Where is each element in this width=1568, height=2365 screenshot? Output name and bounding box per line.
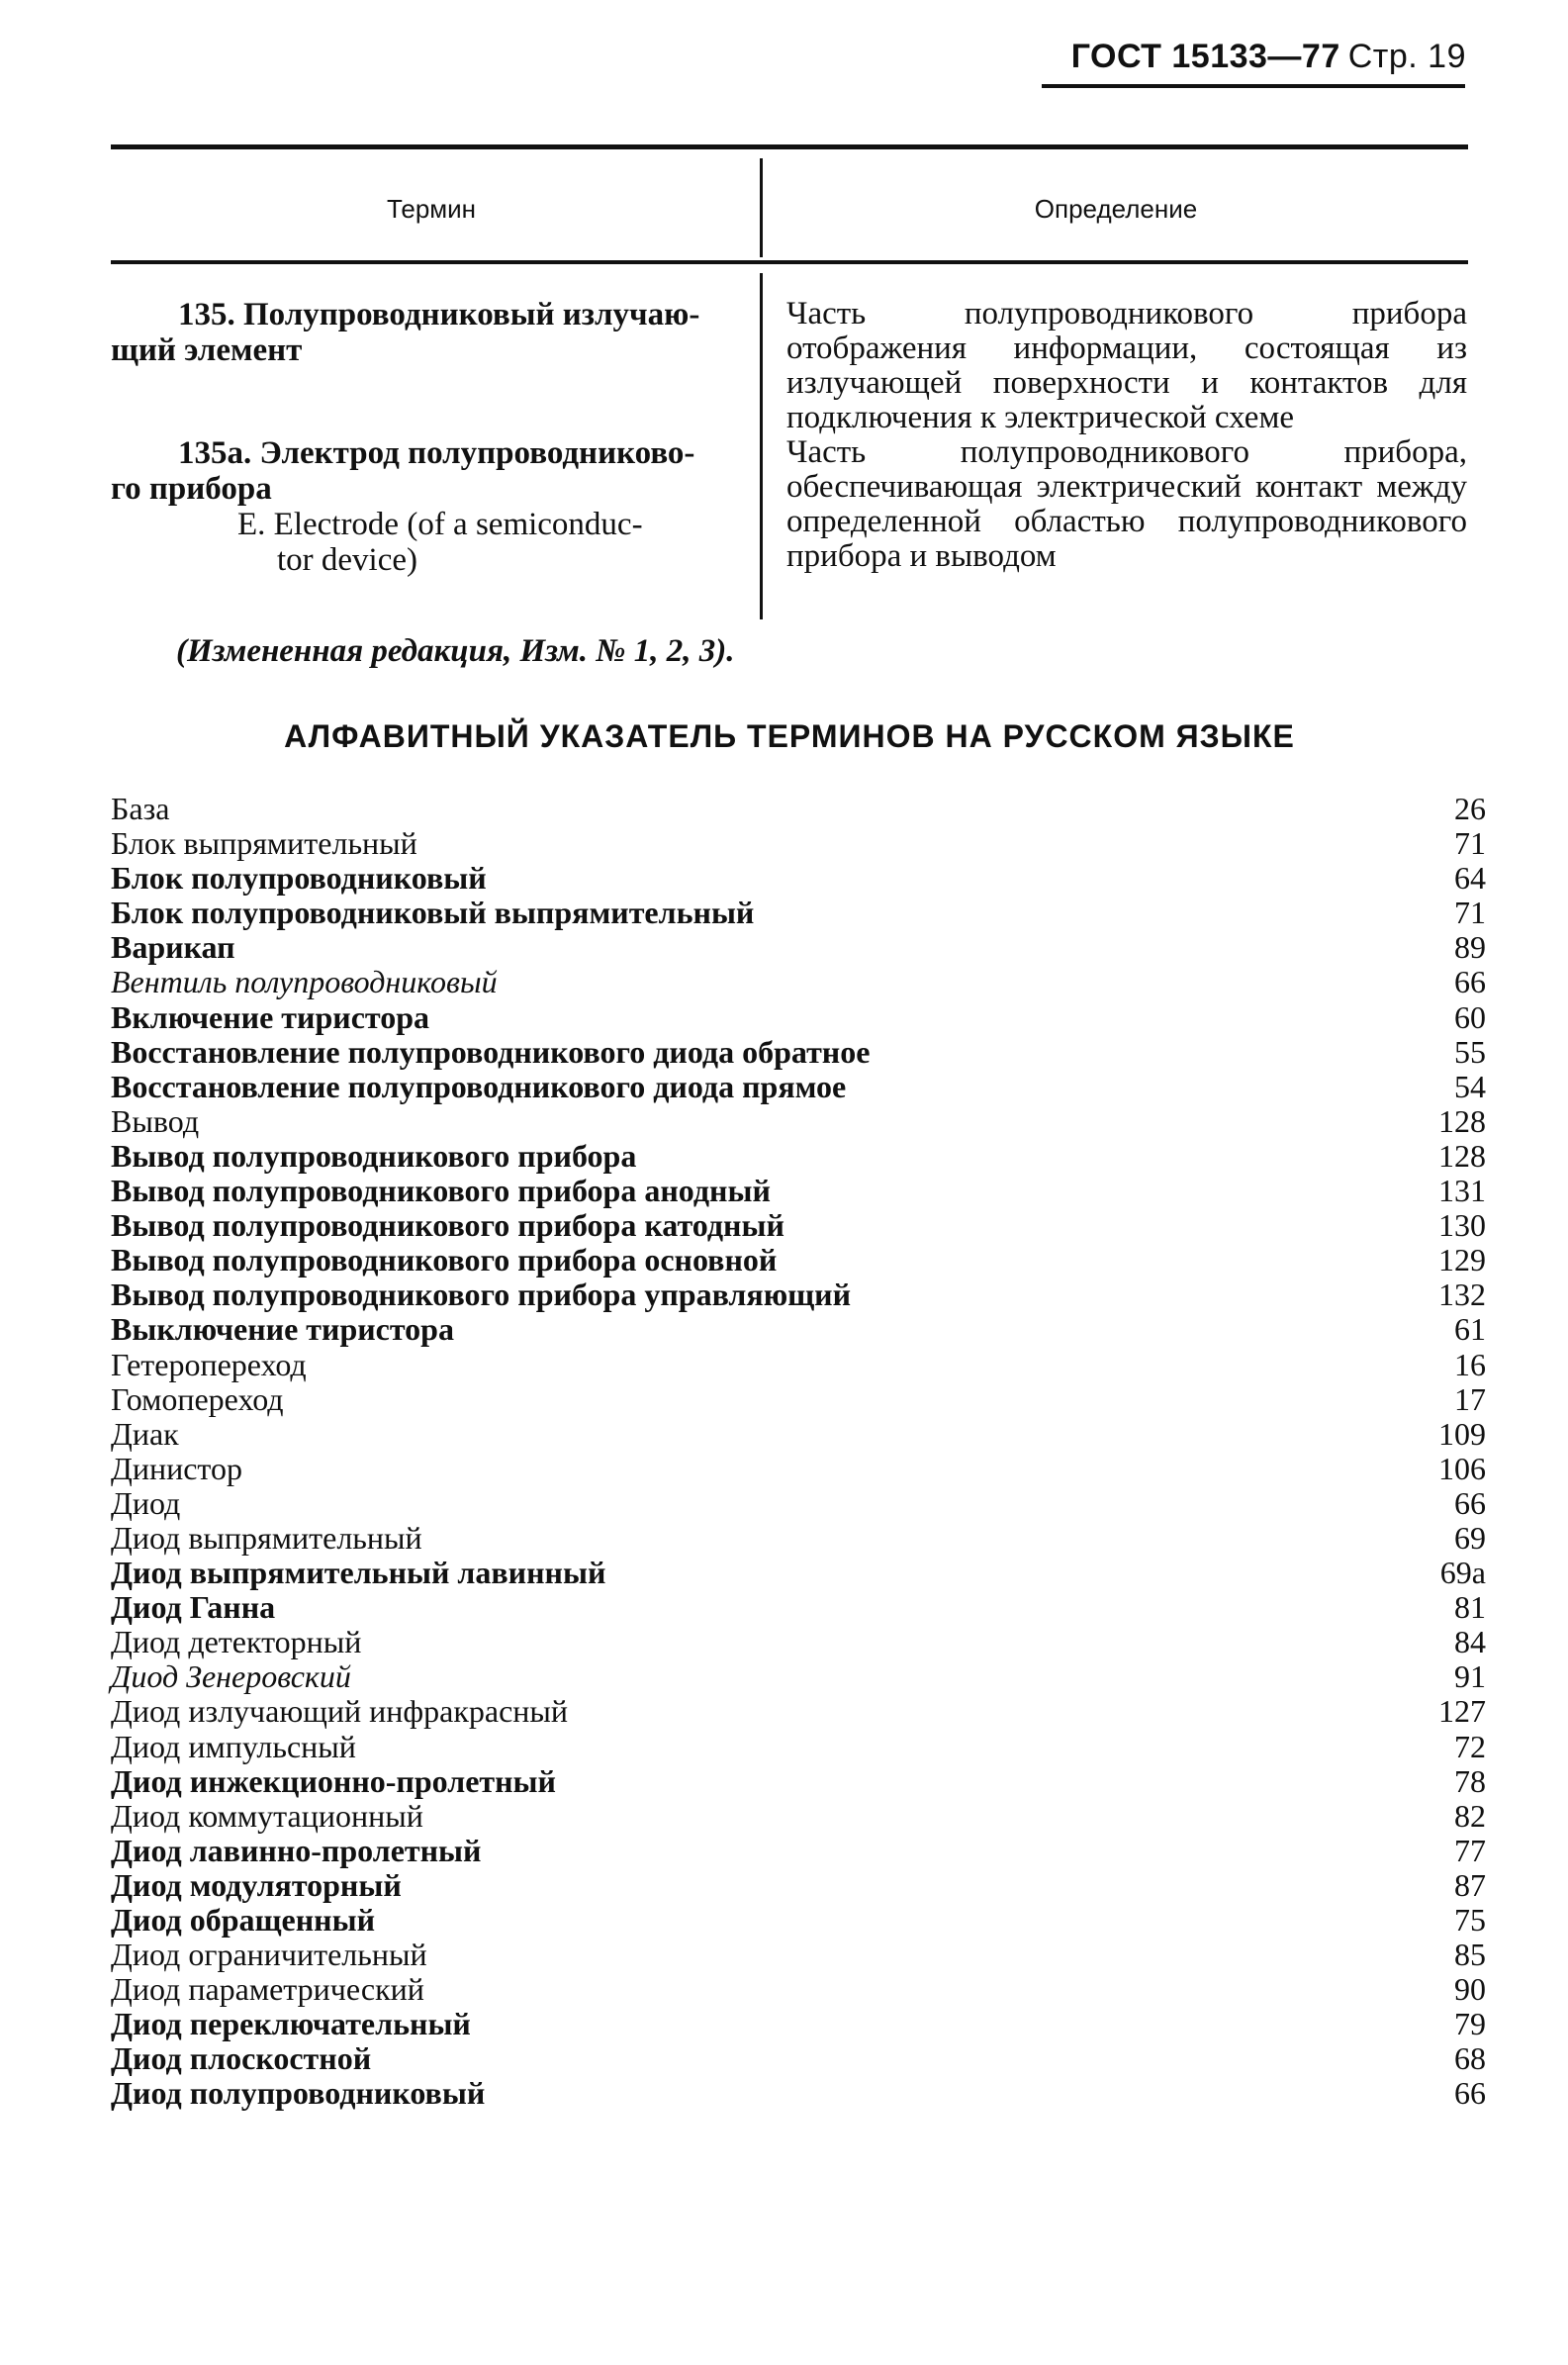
header-rule <box>1042 84 1465 88</box>
definition-135: Часть полупроводникового прибора отображения информации, состоящая из излучающей поверхности и контактов для подключения к электрической схеме <box>786 296 1467 435</box>
term-135a-line2: го прибора <box>111 471 272 507</box>
index-number: 85 <box>1454 1937 1486 1973</box>
index-entry <box>111 1590 1486 1625</box>
table-head-definition: Определение <box>1034 194 1198 224</box>
index-entry <box>111 1417 1486 1452</box>
index-entry <box>111 1452 1486 1486</box>
term-135-cont <box>111 332 744 368</box>
index-entry <box>111 2076 1486 2111</box>
index-number: 71 <box>1454 895 1486 931</box>
index-term: Динистор <box>111 1450 242 1486</box>
index-term: Диод <box>111 1484 181 1521</box>
index-number: 129 <box>1438 1242 1486 1278</box>
index-entry <box>111 965 1486 999</box>
index-term: Восстановление полупроводникового диода обратное <box>111 1033 871 1070</box>
index-number: 77 <box>1454 1832 1486 1868</box>
index-term: Блок полупроводниковый выпрямительный <box>111 895 755 931</box>
index-number: 82 <box>1454 1797 1486 1834</box>
page-header <box>1039 38 1466 76</box>
index-entry <box>111 1556 1486 1590</box>
index-number: 81 <box>1454 1589 1486 1626</box>
index-entry <box>111 2007 1486 2041</box>
index-number: 71 <box>1454 825 1486 862</box>
index-entry <box>111 1174 1486 1208</box>
index-entry <box>111 792 1486 826</box>
index-term: Диод ограничительный <box>111 1937 427 1973</box>
index-number: 87 <box>1454 1866 1486 1903</box>
index-number: 72 <box>1454 1728 1486 1764</box>
index-entry <box>111 1625 1486 1659</box>
index-number: 69 <box>1454 1519 1486 1556</box>
index-entry <box>111 1104 1486 1139</box>
index-entry <box>111 896 1486 930</box>
index-term: Диод инжекционно-пролетный <box>111 1762 556 1799</box>
index-term: Вентиль полупроводниковый <box>111 964 498 1000</box>
standard-number: ГОСТ 15133—77 <box>1070 38 1340 75</box>
index-term: Диод переключательный <box>111 2006 471 2042</box>
index-number: 109 <box>1438 1415 1486 1452</box>
index-number: 60 <box>1454 998 1486 1035</box>
index-number: 91 <box>1454 1658 1486 1695</box>
index-term: Диод Зенеровский <box>111 1658 351 1695</box>
index-entry <box>111 1382 1486 1417</box>
index-entry <box>111 1764 1486 1799</box>
index-number: 17 <box>1454 1380 1486 1417</box>
index-number: 75 <box>1454 1902 1486 1938</box>
index-entry <box>111 1521 1486 1556</box>
index-term: Гомопереход <box>111 1380 284 1417</box>
index-entry <box>111 1348 1486 1382</box>
index-term: Гетеропереход <box>111 1346 307 1382</box>
index-number: 78 <box>1454 1762 1486 1799</box>
index-term: Диод выпрямительный <box>111 1519 422 1556</box>
table-column-divider-head <box>760 158 763 257</box>
index-term: Диод выпрямительный лавинный <box>111 1555 606 1591</box>
index-number: 66 <box>1454 2075 1486 2112</box>
table-head-rule <box>111 260 1468 264</box>
index-number: 79 <box>1454 2006 1486 2042</box>
index-entry <box>111 1868 1486 1903</box>
index-number: 61 <box>1454 1311 1486 1348</box>
index-term: Выключение тиристора <box>111 1311 454 1348</box>
index-entry <box>111 1834 1486 1868</box>
index-number: 84 <box>1454 1624 1486 1660</box>
index-number: 89 <box>1454 929 1486 966</box>
index-number: 54 <box>1454 1068 1486 1104</box>
page-number: Стр. 19 <box>1347 38 1466 75</box>
term-135-line1: 135. Полупроводниковый излучаю- <box>178 297 700 332</box>
term-135 <box>111 297 744 332</box>
index-entry <box>111 1486 1486 1521</box>
index-number: 55 <box>1454 1033 1486 1070</box>
index-number: 66 <box>1454 1484 1486 1521</box>
index-term: Диод импульсный <box>111 1728 356 1764</box>
index-term: Вывод <box>111 1102 200 1139</box>
index-term: Варикап <box>111 929 235 966</box>
index-entry <box>111 1035 1486 1070</box>
index-number: 64 <box>1454 860 1486 897</box>
index-term: Вывод полупроводникового прибора <box>111 1137 637 1174</box>
index-number: 26 <box>1454 791 1486 826</box>
index-entry <box>111 1312 1486 1347</box>
index-entry <box>111 1208 1486 1243</box>
index-term: Диод модуляторный <box>111 1866 402 1903</box>
index-number: 131 <box>1438 1173 1486 1209</box>
index-term: Диод параметрический <box>111 1971 424 2008</box>
index-number: 16 <box>1454 1346 1486 1382</box>
index-entry <box>111 1659 1486 1694</box>
index-number: 127 <box>1438 1693 1486 1730</box>
index-term: Диод детекторный <box>111 1624 362 1660</box>
index-number: 90 <box>1454 1971 1486 2008</box>
index-number: 66 <box>1454 964 1486 1000</box>
index-entry <box>111 1243 1486 1277</box>
term-135a-line1: 135а. Электрод полупроводниково- <box>178 435 695 471</box>
index-term: Восстановление полупроводникового диода прямое <box>111 1068 847 1104</box>
term-135-line2: щий элемент <box>111 332 303 368</box>
index-entry <box>111 1000 1486 1035</box>
index-number: 106 <box>1438 1450 1486 1486</box>
term-135a-cont <box>111 471 744 507</box>
index-term: Блок выпрямительный <box>111 825 417 862</box>
index-entry <box>111 1972 1486 2007</box>
index-term: Диод излучающий инфракрасный <box>111 1693 569 1730</box>
index-entry <box>111 1730 1486 1764</box>
index-entry <box>111 1070 1486 1104</box>
index-entry <box>111 930 1486 965</box>
definition-135a: Часть полупроводникового прибора, обеспечивающая электрический контакт между определенной областью полупроводникового прибора и выводом <box>786 434 1467 574</box>
table-top-rule <box>111 144 1468 149</box>
index-title: АЛФАВИТНЫЙ УКАЗАТЕЛЬ ТЕРМИНОВ НА РУССКОМ ЯЗЫКЕ <box>284 718 1295 754</box>
index-term: Блок полупроводниковый <box>111 860 487 897</box>
index-entry <box>111 2041 1486 2076</box>
index-entry <box>111 1694 1486 1729</box>
index-term: Диод лавинно-пролетный <box>111 1832 482 1868</box>
index-term: Вывод полупроводникового прибора управляющий <box>111 1277 852 1313</box>
index-entry <box>111 1799 1486 1834</box>
index-term: Диод полупроводниковый <box>111 2075 486 2112</box>
term-135a-english-l2: tor device) <box>277 542 418 578</box>
term-135a-english-l1: E. Electrode (of a semiconduc- <box>237 507 643 542</box>
amendment-note: (Измененная редакция, Изм. № 1, 2, 3). <box>176 633 735 669</box>
index-number: 69а <box>1439 1555 1486 1591</box>
index-term: Включение тиристора <box>111 998 429 1035</box>
index-entry <box>111 1139 1486 1174</box>
index-term: Диод Ганна <box>111 1589 276 1626</box>
index-term: Диод коммутационный <box>111 1797 423 1834</box>
index-entry <box>111 826 1486 861</box>
index-term: Вывод полупроводникового прибора анодный <box>111 1173 771 1209</box>
index-number: 128 <box>1438 1137 1486 1174</box>
index-number: 130 <box>1438 1207 1486 1244</box>
index-entry <box>111 1903 1486 1938</box>
index-term: Диод плоскостной <box>111 2040 372 2077</box>
index-entry <box>111 1277 1486 1312</box>
index-term: Вывод полупроводникового прибора основной <box>111 1242 778 1278</box>
term-135a <box>111 435 744 471</box>
table-head-term: Термин <box>386 194 477 224</box>
index-term: Диод обращенный <box>111 1902 376 1938</box>
term-index <box>111 792 1486 2112</box>
index-term: База <box>111 791 170 826</box>
index-number: 68 <box>1454 2040 1486 2077</box>
index-number: 132 <box>1438 1277 1486 1313</box>
index-term: Диак <box>111 1415 179 1452</box>
index-entry <box>111 861 1486 896</box>
index-entry <box>111 1938 1486 1972</box>
index-number: 128 <box>1438 1102 1486 1139</box>
index-term: Вывод полупроводникового прибора катодный <box>111 1207 784 1244</box>
